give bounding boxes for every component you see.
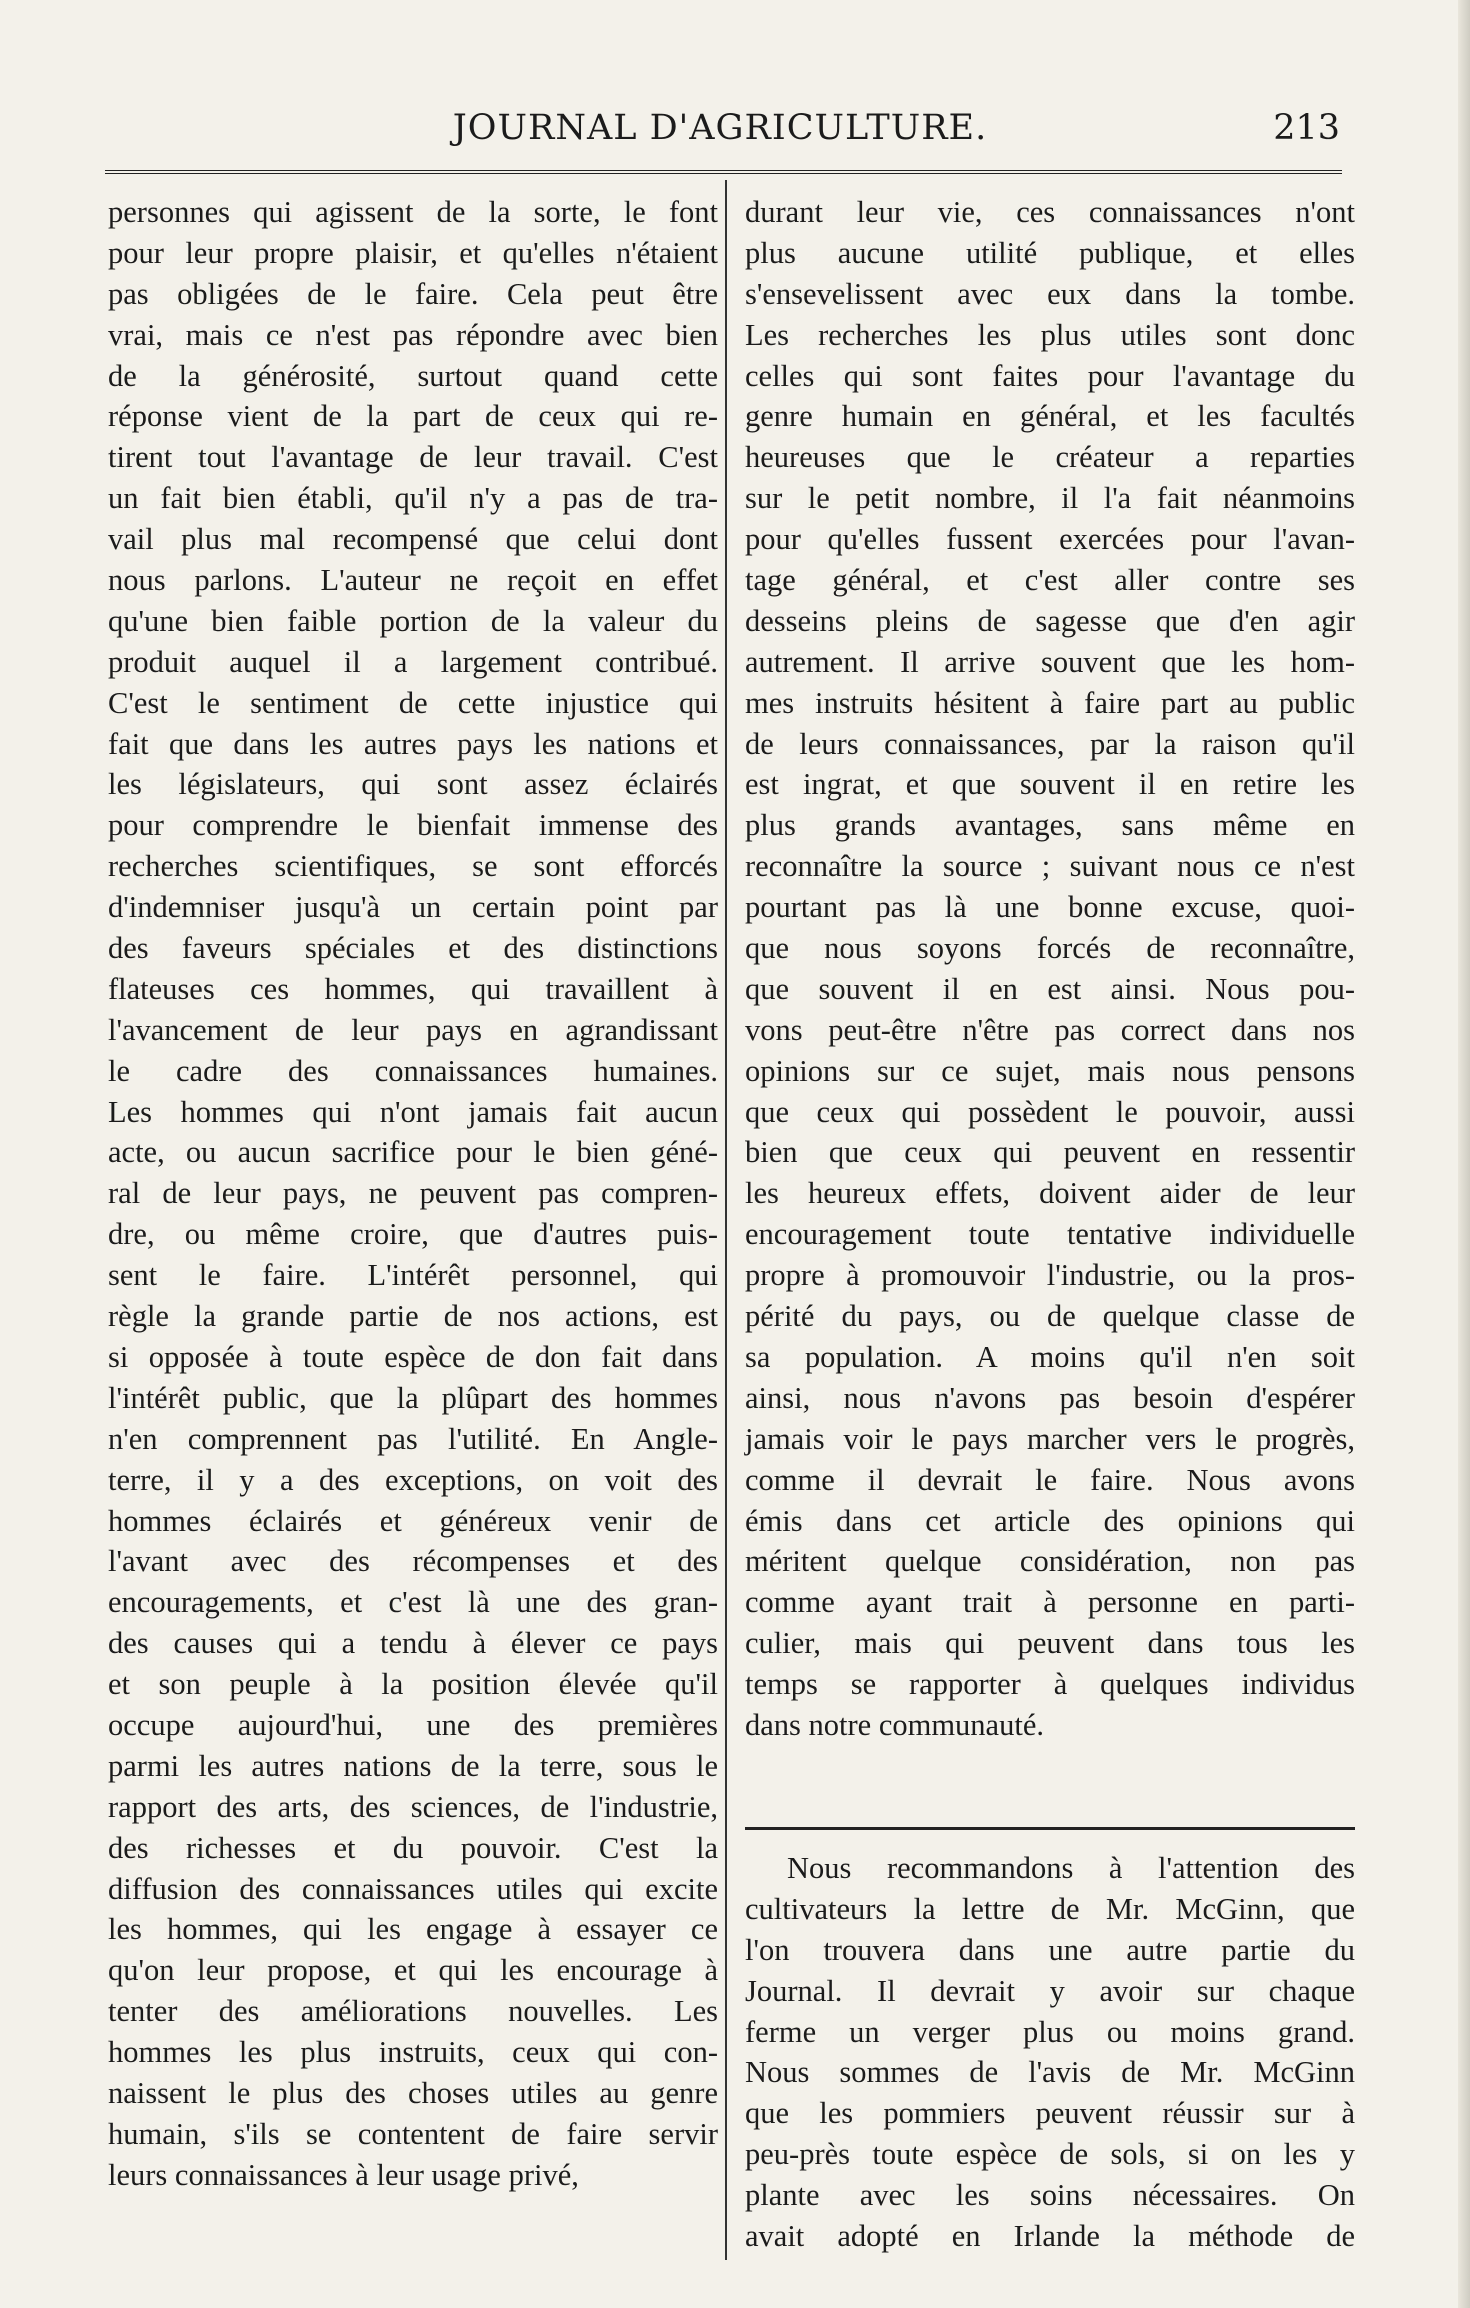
text-line: culier, mais qui peuvent dans tous les <box>745 1626 1355 1661</box>
text-line: vrai, mais ce n'est pas répondre avec bien <box>108 317 718 352</box>
text-line: que les pommiers peuvent réussir sur à <box>745 2096 1355 2131</box>
text-line: l'intérêt public, que la plûpart des hommes <box>108 1380 718 1415</box>
text-line: dre, ou même croire, que d'autres puis- <box>108 1217 718 1252</box>
text-line: leurs connaissances à leur usage privé, <box>108 2157 579 2192</box>
text-line: vail plus mal recompensé que celui dont <box>108 522 718 557</box>
left-column <box>108 192 718 2196</box>
text-line: opinions sur ce sujet, mais nous pensons <box>745 1053 1355 1088</box>
text-line: comme il devrait le faire. Nous avons <box>745 1462 1355 1497</box>
text-line: celles qui sont faites pour l'avantage du <box>745 358 1355 393</box>
text-line: comme ayant trait à personne en parti- <box>745 1585 1355 1620</box>
text-line: encouragements, et c'est là une des gran- <box>108 1585 718 1620</box>
text-line: Les hommes qui n'ont jamais fait aucun <box>108 1094 718 1129</box>
text-line: hommes les plus instruits, ceux qui con- <box>108 2035 718 2070</box>
right-column-new-article <box>745 1848 1355 2257</box>
text-line: que ceux qui possèdent le pouvoir, aussi <box>745 1094 1355 1129</box>
text-line: s'ensevelissent avec eux dans la tombe. <box>745 276 1355 311</box>
text-line: ral de leur pays, ne peuvent pas compren- <box>108 1176 718 1211</box>
text-line: avait adopté en Irlande la méthode de <box>745 2219 1355 2254</box>
journal-title: JOURNAL D'AGRICULTURE. <box>452 108 988 148</box>
text-line: peu-près toute espèce de sols, si on les y <box>745 2137 1355 2172</box>
text-line: Nous sommes de l'avis de Mr. McGinn <box>745 2055 1355 2090</box>
text-line: l'avant avec des récompenses et des <box>108 1544 718 1579</box>
text-line: acte, ou aucun sacrifice pour le bien géné- <box>108 1135 718 1170</box>
text-line: occupe aujourd'hui, une des premières <box>108 1707 718 1742</box>
text-line: propre à promouvoir l'industrie, ou la pros- <box>745 1258 1355 1293</box>
text-line: les hommes, qui les engage à essayer ce <box>108 1912 718 1947</box>
text-line: que nous soyons forcés de reconnaître, <box>745 931 1355 966</box>
page-header <box>100 108 1340 154</box>
text-line: et son peuple à la position élevée qu'il <box>108 1667 718 1702</box>
text-line: heureuses que le créateur a reparties <box>745 440 1355 475</box>
text-line: périté du pays, ou de quelque classe de <box>745 1299 1355 1334</box>
text-line: produit auquel il a largement contribué. <box>108 644 718 679</box>
text-line: terre, il y a des exceptions, on voit des <box>108 1462 718 1497</box>
text-line: réponse vient de la part de ceux qui re- <box>108 399 718 434</box>
text-line: émis dans cet article des opinions qui <box>745 1503 1355 1538</box>
text-line: Nous recommandons à l'attention des <box>787 1851 1355 1885</box>
text-line: si opposée à toute espèce de don fait dans <box>108 1339 718 1374</box>
page-edge <box>1458 0 1470 2308</box>
section-rule <box>745 1827 1355 1830</box>
text-line: autrement. Il arrive souvent que les hom- <box>745 644 1355 679</box>
text-line: les législateurs, qui sont assez éclairés <box>108 767 718 802</box>
text-line: qu'on leur propose, et qui les encourage à <box>108 1953 718 1988</box>
text-line: un fait bien établi, qu'il n'y a pas de tra- <box>108 481 718 516</box>
right-column <box>745 192 1355 1746</box>
text-line: vons peut-être n'être pas correct dans nos <box>745 1012 1355 1047</box>
text-line: sent le faire. L'intérêt personnel, qui <box>108 1258 718 1293</box>
text-line: durant leur vie, ces connaissances n'ont <box>745 195 1355 229</box>
text-line: pour comprendre le bienfait immense des <box>108 808 718 843</box>
text-line: plante avec les soins nécessaires. On <box>745 2178 1355 2213</box>
text-line: cultivateurs la lettre de Mr. McGinn, que <box>745 1891 1355 1926</box>
text-line: plus aucune utilité publique, et elles <box>745 235 1355 270</box>
text-line: sur le petit nombre, il l'a fait néanmoins <box>745 481 1355 516</box>
header-rule <box>105 170 1342 174</box>
text-line: des faveurs spéciales et des distinctions <box>108 931 718 966</box>
text-line: genre humain en général, et les facultés <box>745 399 1355 434</box>
text-line: nous parlons. L'auteur ne reçoit en effet <box>108 563 718 598</box>
text-line: humain, s'ils se contentent de faire servir <box>108 2116 718 2151</box>
text-line: C'est le sentiment de cette injustice qui <box>108 685 718 720</box>
text-line: bien que ceux qui peuvent en ressentir <box>745 1135 1355 1170</box>
text-line: plus grands avantages, sans même en <box>745 808 1355 843</box>
text-line: tirent tout l'avantage de leur travail. C'est <box>108 440 718 475</box>
text-line: le cadre des connaissances humaines. <box>108 1053 718 1088</box>
text-line: fait que dans les autres pays les nations et <box>108 726 718 761</box>
text-line: temps se rapporter à quelques individus <box>745 1667 1355 1702</box>
text-line: de la générosité, surtout quand cette <box>108 358 718 393</box>
text-line: pour qu'elles fussent exercées pour l'avan- <box>745 522 1355 557</box>
text-line: qu'une bien faible portion de la valeur du <box>108 603 718 638</box>
text-line: l'on trouvera dans une autre partie du <box>745 1932 1355 1967</box>
text-line: hommes éclairés et généreux venir de <box>108 1503 718 1538</box>
text-line: recherches scientifiques, se sont efforcés <box>108 849 718 884</box>
text-line: Les recherches les plus utiles sont donc <box>745 317 1355 352</box>
text-line: ferme un verger plus ou moins grand. <box>745 2014 1355 2049</box>
text-line: règle la grande partie de nos actions, est <box>108 1299 718 1334</box>
text-line: ainsi, nous n'avons pas besoin d'espérer <box>745 1380 1355 1415</box>
text-line: jamais voir le pays marcher vers le progrès, <box>745 1421 1355 1456</box>
text-line: dans notre communauté. <box>745 1707 1044 1742</box>
text-line: flateuses ces hommes, qui travaillent à <box>108 971 718 1006</box>
text-line: des richesses et du pouvoir. C'est la <box>108 1830 718 1865</box>
text-line: de leurs connaissances, par la raison qu'il <box>745 726 1355 761</box>
text-line: d'indemniser jusqu'à un certain point par <box>108 890 718 925</box>
text-line: pourtant pas là une bonne excuse, quoi- <box>745 890 1355 925</box>
text-line: encouragement toute tentative individuelle <box>745 1217 1355 1252</box>
text-line: des causes qui a tendu à élever ce pays <box>108 1626 718 1661</box>
text-line: pour leur propre plaisir, et qu'elles n'étaient <box>108 235 718 270</box>
text-line: parmi les autres nations de la terre, sous le <box>108 1748 718 1783</box>
text-line: tage général, et c'est aller contre ses <box>745 563 1355 598</box>
text-line: n'en comprennent pas l'utilité. En Angle- <box>108 1421 718 1456</box>
column-divider <box>725 180 727 2260</box>
text-line: reconnaître la source ; suivant nous ce n'est <box>745 849 1355 884</box>
text-line: diffusion des connaissances utiles qui excite <box>108 1871 718 1906</box>
text-line: naissent le plus des choses utiles au genre <box>108 2075 718 2110</box>
text-line: tenter des améliorations nouvelles. Les <box>108 1994 718 2029</box>
text-line: rapport des arts, des sciences, de l'industrie, <box>108 1789 718 1824</box>
text-line: Journal. Il devrait y avoir sur chaque <box>745 1973 1355 2008</box>
text-line: personnes qui agissent de la sorte, le font <box>108 195 718 229</box>
text-line: pas obligées de le faire. Cela peut être <box>108 276 718 311</box>
text-line: l'avancement de leur pays en agrandissant <box>108 1012 718 1047</box>
text-line: méritent quelque considération, non pas <box>745 1544 1355 1579</box>
text-line: les heureux effets, doivent aider de leur <box>745 1176 1355 1211</box>
text-line: desseins pleins de sagesse que d'en agir <box>745 603 1355 638</box>
text-line: est ingrat, et que souvent il en retire les <box>745 767 1355 802</box>
page-number: 213 <box>1273 108 1340 148</box>
text-line: mes instruits hésitent à faire part au public <box>745 685 1355 720</box>
text-line: sa population. A moins qu'il n'en soit <box>745 1339 1355 1374</box>
text-line: que souvent il en est ainsi. Nous pou- <box>745 971 1355 1006</box>
